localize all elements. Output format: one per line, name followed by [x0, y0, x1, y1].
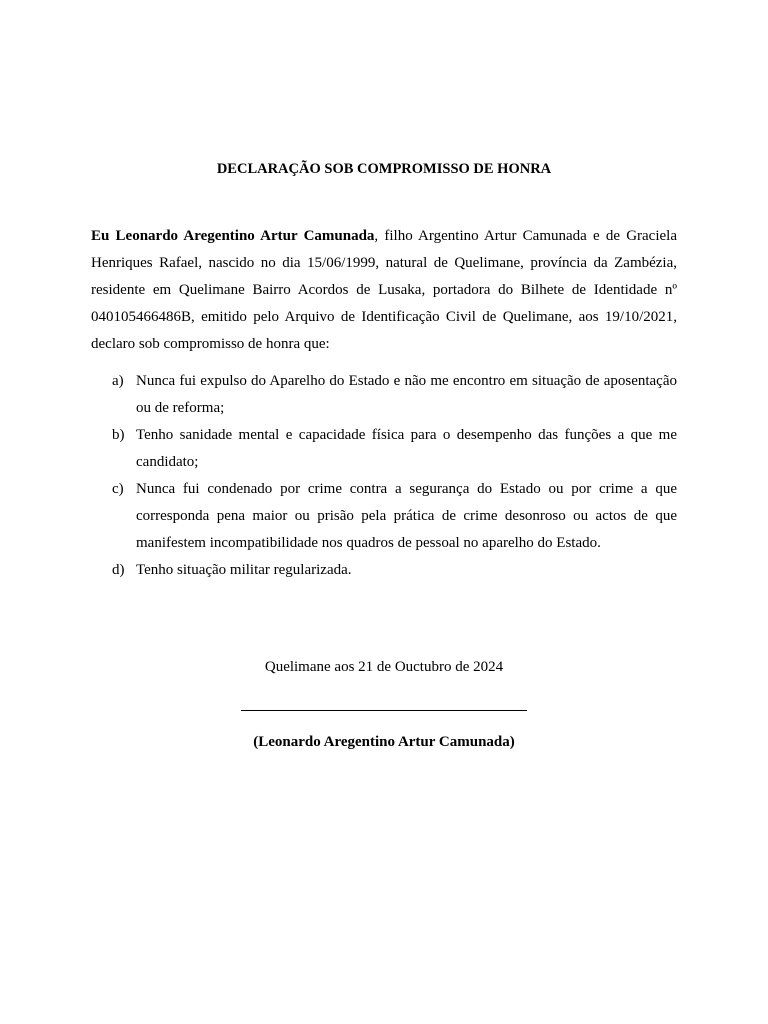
list-item — [91, 557, 677, 584]
declarant-name: Eu Leonardo Aregentino Artur Camunada — [91, 228, 375, 244]
list-marker: b) — [112, 427, 125, 443]
list-marker: a) — [112, 373, 124, 389]
signature-line — [241, 710, 527, 711]
list-item-text: Nunca fui expulso do Aparelho do Estado e não me encontro em situação de aposentação ou de reforma; — [136, 373, 677, 416]
list-item — [91, 422, 677, 476]
intro-text: , filho Argentino Artur Camunada e de Graciela Henriques Rafael, nascido no dia 15/06/1999, natural de Quelimane, província da Zambézia, residente em Quelimane Bairro Acordos de Lusaka, portadora do Bilhete de Identidade nº 040105466486B, emitido pelo Arquivo de Identificação Civil de Quelimane, aos 19/10/2021, declaro sob compromisso de honra que: — [91, 228, 677, 352]
document-title: DECLARAÇÃO SOB COMPROMISSO DE HONRA — [216, 161, 552, 177]
place-date: Quelimane aos 21 de Ouctubro de 2024 — [264, 659, 504, 675]
list-item — [91, 368, 677, 422]
list-marker: d) — [112, 562, 125, 578]
list-marker: c) — [112, 481, 124, 497]
list-item-text: Tenho sanidade mental e capacidade física para o desempenho das funções a que me candidato; — [136, 427, 677, 470]
signature-name: (Leonardo Aregentino Artur Camunada) — [253, 734, 515, 750]
intro-paragraph — [91, 223, 677, 358]
list-item-text: Nunca fui condenado por crime contra a segurança do Estado ou por crime a que corresponda pena maior ou prisão pela prática de crime desonroso ou actos de que manifestem incompatibilidade nos quadros de pessoal no aparelho do Estado. — [136, 481, 677, 551]
list-item-text: Tenho situação militar regularizada. — [136, 562, 352, 578]
declaration-list — [91, 368, 677, 584]
list-item — [91, 476, 677, 557]
